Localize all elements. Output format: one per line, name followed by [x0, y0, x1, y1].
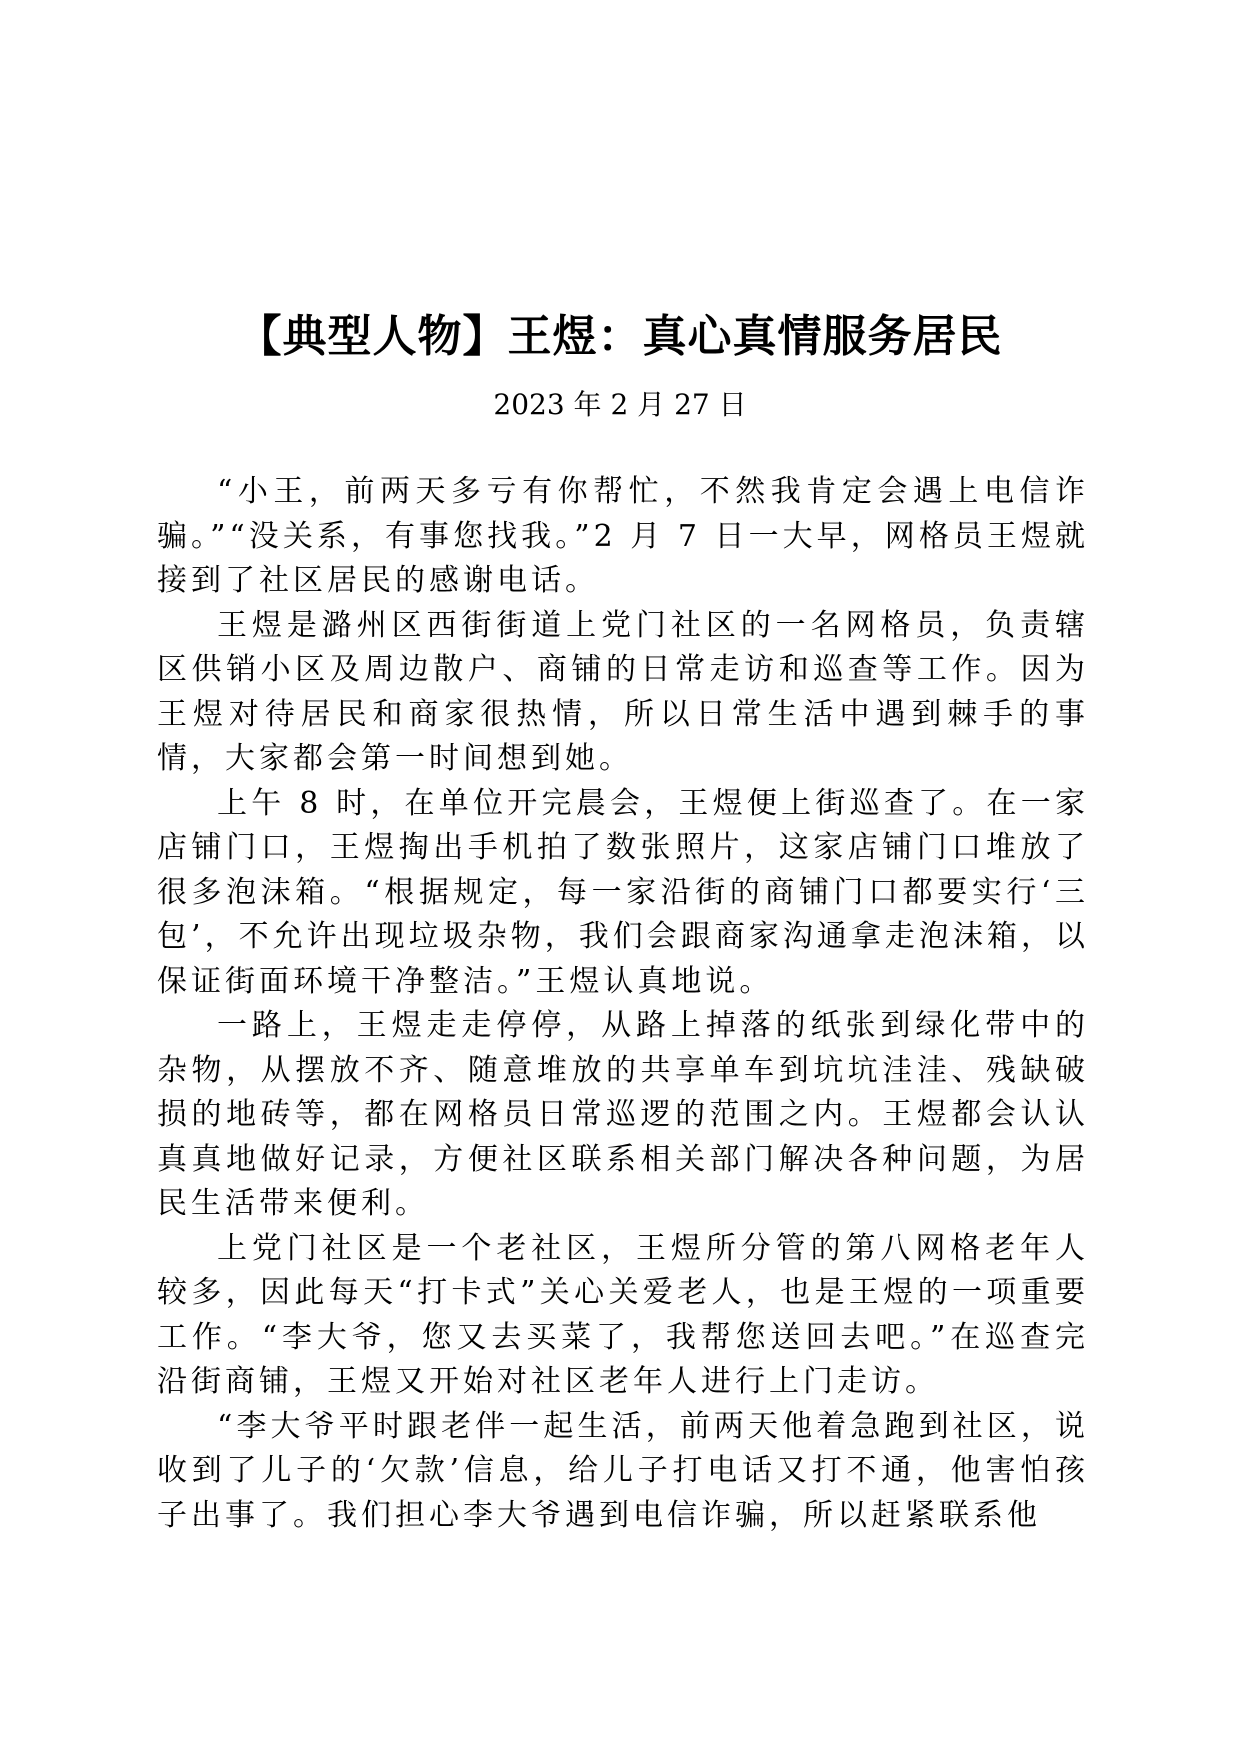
- paragraph: 一路上，王煜走走停停，从路上掉落的纸张到绿化带中的杂物，从摆放不齐、随意堆放的共享单车到坑坑洼洼、残缺破损的地砖等，都在网格员日常巡逻的范围之内。王煜都会认认真真地做好记录，方便社区联系相关部门解决各种问题，为居民生活带来便利。: [157, 1008, 1089, 1221]
- paragraph: 上党门社区是一个老社区，王煜所分管的第八网格老年人较多，因此每天“打卡式”关心关爱老人，也是王煜的一项重要工作。“李大爷，您又去买菜了，我帮您送回去吧。”在巡查完沿街商铺，王煜又开始对社区老年人进行上门走访。: [157, 1230, 1089, 1399]
- article-body: [157, 470, 1089, 1538]
- page-title: 【典型人物】王煜：真心真情服务居民: [237, 311, 1003, 362]
- paragraph: 上午 8 时，在单位开完晨会，王煜便上街巡查了。在一家店铺门口，王煜掏出手机拍了数张照片，这家店铺门口堆放了很多泡沫箱。“根据规定，每一家沿街的商铺门口都要实行‘三包’，不允许出现垃圾杂物，我们会跟商家沟通拿走泡沫箱，以保证街面环境干净整洁。”王煜认真地说。: [157, 785, 1089, 999]
- paragraph: “小王，前两天多亏有你帮忙，不然我肯定会遇上电信诈骗。”“没关系，有事您找我。”2 月 7 日一大早，网格员王煜就接到了社区居民的感谢电话。: [157, 474, 1089, 598]
- paragraph: “李大爷平时跟老伴一起生活，前两天他着急跑到社区，说收到了儿子的‘欠款’信息，给儿子打电话又打不通，他害怕孩子出事了。我们担心李大爷遇到电信诈骗，所以赶紧联系他: [157, 1408, 1089, 1533]
- publish-date: 2023 年 2 月 27 日: [493, 388, 747, 421]
- paragraph: 王煜是潞州区西街街道上党门社区的一名网格员，负责辖区供销小区及周边散户、商铺的日常走访和巡查等工作。因为王煜对待居民和商家很热情，所以日常生活中遇到棘手的事情，大家都会第一时间想到她。: [157, 607, 1089, 776]
